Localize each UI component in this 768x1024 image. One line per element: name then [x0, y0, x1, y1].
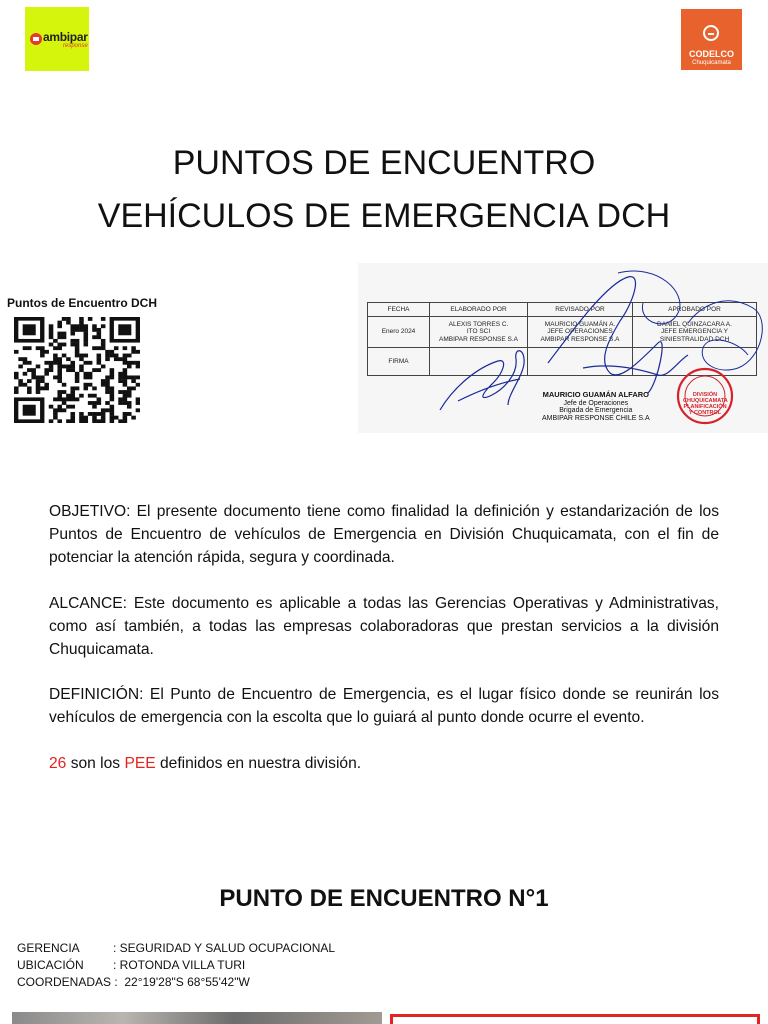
- pee-count-tail: definidos en nuestra división.: [155, 755, 362, 772]
- firma-elaborado: [430, 348, 528, 376]
- gerencia-row: [17, 940, 335, 957]
- alcance-paragraph: ALCANCE: Este documento es aplicable a todas las Gerencias Operativas y Administrativas, como así también, a todas las empresas colaboradoras que prestan servicios a la división Chuquicamata.: [49, 595, 719, 658]
- qr-code: [14, 317, 140, 423]
- header-elaborado: ELABORADO POR: [430, 303, 528, 317]
- stamp-name: MAURICIO GUAMÁN ALFARO: [542, 390, 649, 399]
- map-frame: [390, 1014, 760, 1024]
- revisado-company: AMBIPAR RESPONSE S.A: [540, 335, 620, 343]
- gerencia-value: : SEGURIDAD Y SALUD OCUPACIONAL: [113, 941, 336, 955]
- approval-table: [367, 302, 757, 376]
- approval-date: Enero 2024: [368, 317, 430, 348]
- ubicacion-row: [17, 957, 335, 974]
- header-revisado: REVISADO POR: [528, 303, 633, 317]
- elaborado-company: AMBIPAR RESPONSE S.A: [439, 335, 518, 343]
- ambipar-arrow-icon: [30, 33, 42, 45]
- aprobado-role: JEFE EMERGENCIA Y: [660, 328, 729, 336]
- header-aprobado: APROBADO POR: [633, 303, 757, 317]
- approval-block: [358, 263, 768, 433]
- objetivo-paragraph: OBJETIVO: El presente documento tiene como finalidad la definición y estandarización de los Puntos de Encuentro de vehículos de Emergencia en División Chuquicamata, con el fin de potenciar la atención rápida, segura y coordinada.: [49, 503, 719, 566]
- ambipar-logo: [25, 7, 89, 71]
- seal-division: DIVISIÓN CHUQUICAMATA: [683, 392, 728, 405]
- seal-area: PLANIFICACIÓN: [683, 404, 727, 411]
- ambipar-logo-name: ambipar: [43, 30, 88, 44]
- pee-acronym: PEE: [124, 755, 156, 772]
- coordenadas-label: COORDENADAS :: [17, 975, 118, 989]
- firma-revisado: [528, 348, 633, 376]
- header-fecha: FECHA: [368, 303, 430, 317]
- approval-revisado: [528, 317, 633, 348]
- firma-aprobado: [633, 348, 757, 376]
- codelco-logo-sub: Chuquicamata: [692, 60, 731, 66]
- stamp-unit: Brigada de Emergencia: [559, 407, 633, 415]
- stamp-role: Jefe de Operaciones: [563, 399, 629, 407]
- ambipar-logo-sub: response: [63, 43, 88, 49]
- gerencia-label: GERENCIA: [17, 941, 80, 955]
- codelco-emblem-icon: [703, 25, 719, 41]
- coordenadas-value: 22°19'28"S 68°55'42"W: [124, 975, 250, 989]
- revisado-stamp: [542, 391, 650, 423]
- firma-label: FIRMA: [368, 348, 430, 376]
- approval-elaborado: [430, 317, 528, 348]
- pee-count: 26: [49, 755, 67, 772]
- coordenadas-row: [17, 974, 335, 991]
- stamp-company: AMBIPAR RESPONSE CHILE S.A: [542, 415, 650, 423]
- seal-text: [683, 392, 727, 416]
- ubicacion-value: : ROTONDA VILLA TURI: [113, 958, 246, 972]
- revisado-role: JEFE OPERACIONES: [547, 328, 613, 336]
- codelco-logo-name: CODELCO: [689, 49, 734, 59]
- document-title-line1: PUNTOS DE ENCUENTRO: [172, 144, 596, 182]
- pee-count-line: [49, 752, 719, 775]
- revisado-name: MAURICIO GUAMÁN A.: [544, 320, 616, 328]
- point-metadata: [17, 940, 335, 991]
- pee-count-mid: son los: [66, 755, 125, 772]
- aprobado-unit: SINIESTRALIDAD DCH: [659, 335, 730, 343]
- codelco-logo: [681, 9, 742, 70]
- approval-aprobado: [633, 317, 757, 348]
- seal-area-2: Y CONTROL: [688, 410, 722, 417]
- ubicacion-label: UBICACIÓN: [17, 958, 84, 972]
- elaborado-name: ALEXIS TORRES C.: [448, 320, 509, 328]
- aprobado-name: DANIEL QUINZACARA A.: [657, 320, 732, 328]
- document-title-line2: VEHÍCULOS DE EMERGENCIA DCH: [97, 197, 671, 235]
- elaborado-role: ITO SCI: [466, 328, 491, 336]
- qr-label: Puntos de Encuentro DCH: [7, 296, 158, 310]
- location-photo: [12, 1012, 382, 1024]
- definicion-paragraph: DEFINICIÓN: El Punto de Encuentro de Emergencia, es el lugar físico donde se reunirán los vehículos de emergencia con la escolta que lo guiará al punto donde ocurre el evento.: [49, 686, 719, 726]
- section-title: PUNTO DE ENCUENTRO N°1: [219, 885, 549, 912]
